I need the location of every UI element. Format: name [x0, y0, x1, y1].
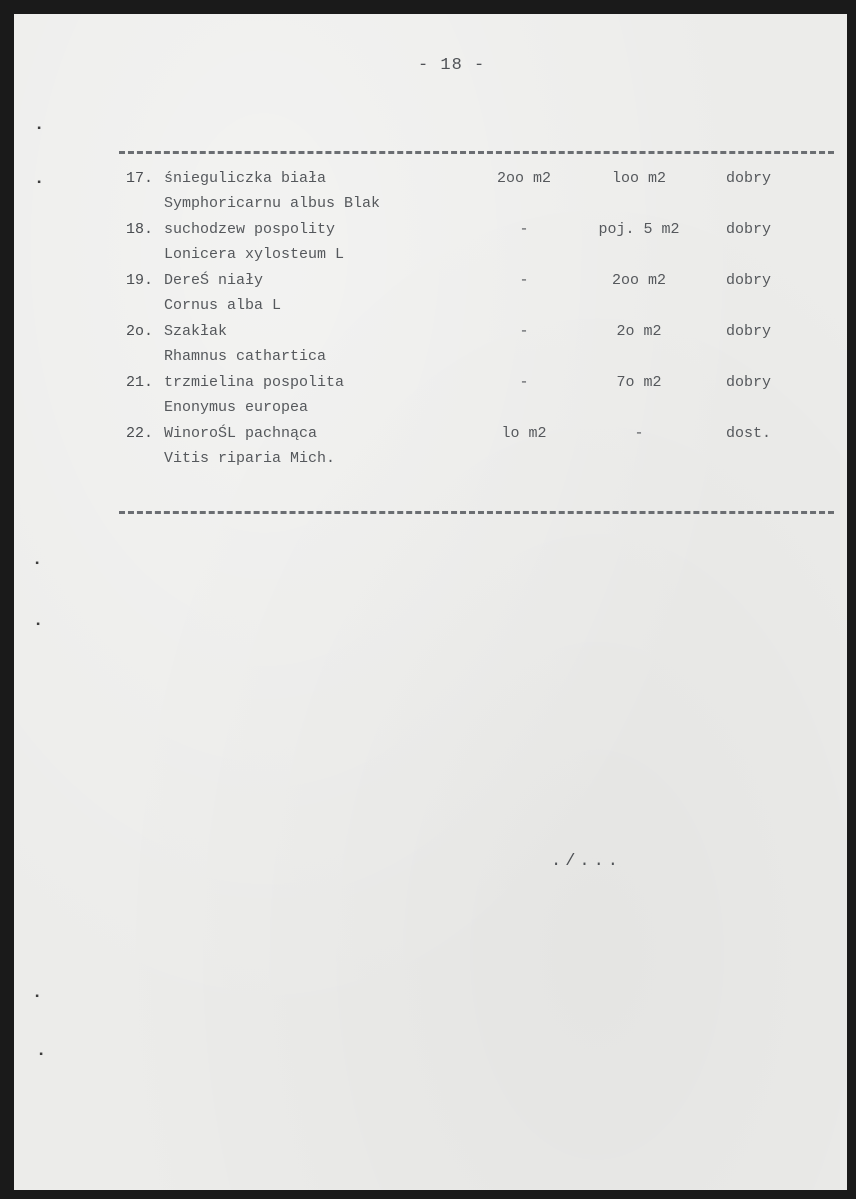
table-row	[14, 272, 847, 324]
plant-polish-name: WinoroŚL pachnąca	[164, 425, 318, 442]
row-number: 22.	[126, 425, 154, 442]
area-column-2: 2o m2	[616, 323, 662, 340]
page-number: - 18 -	[418, 56, 486, 75]
condition-value: dobry	[726, 272, 772, 289]
area-column-2: 2oo m2	[611, 272, 666, 289]
row-number: 21.	[126, 374, 154, 391]
row-number: 18.	[126, 221, 154, 238]
area-column-1: 2oo m2	[496, 170, 551, 187]
table-row	[14, 221, 847, 273]
table-row	[14, 425, 847, 477]
area-column-2: -	[634, 425, 644, 442]
condition-value: dobry	[726, 374, 772, 391]
area-column-2: poj. 5 m2	[598, 221, 680, 238]
table-row	[14, 374, 847, 426]
scan-speck: ▪	[36, 124, 43, 135]
row-number: 2o.	[126, 323, 154, 340]
continuation-mark: ./...	[551, 852, 623, 871]
plant-latin-name: Lonicera xylosteum L	[164, 246, 345, 263]
condition-value: dost.	[726, 425, 772, 442]
plant-latin-name: Symphoricarnu albus Blak	[164, 195, 381, 212]
table-row	[14, 170, 847, 222]
scan-speck: ▪	[36, 178, 43, 189]
plant-polish-name: suchodzew pospolity	[164, 221, 336, 238]
area-column-1: -	[519, 272, 529, 289]
row-number: 19.	[126, 272, 154, 289]
table-row	[14, 323, 847, 375]
bottom-dashed-rule	[119, 511, 834, 514]
condition-value: dobry	[726, 170, 772, 187]
plant-polish-name: trzmielina pospolita	[164, 374, 345, 391]
area-column-1: lo m2	[501, 425, 547, 442]
document-page	[14, 14, 847, 1190]
area-column-2: 7o m2	[616, 374, 662, 391]
plant-latin-name: Enonymus europea	[164, 399, 309, 416]
plant-latin-name: Vitis riparia Mich.	[164, 450, 336, 467]
scan-speck: ▪	[38, 1050, 45, 1061]
plant-polish-name: śnieguliczka biała	[164, 170, 327, 187]
plant-polish-name: DereŚ niały	[164, 272, 264, 289]
plant-polish-name: Szakłak	[164, 323, 228, 340]
scan-speck: ▪	[35, 620, 42, 631]
area-column-1: -	[519, 374, 529, 391]
row-number: 17.	[126, 170, 154, 187]
top-dashed-rule	[119, 151, 834, 154]
scan-speck: ▪	[34, 992, 41, 1003]
area-column-2: loo m2	[611, 170, 666, 187]
condition-value: dobry	[726, 221, 772, 238]
plant-latin-name: Cornus alba L	[164, 297, 282, 314]
area-column-1: -	[519, 221, 529, 238]
area-column-1: -	[519, 323, 529, 340]
condition-value: dobry	[726, 323, 772, 340]
plant-latin-name: Rhamnus cathartica	[164, 348, 327, 365]
scan-speck: ▪	[34, 559, 41, 570]
